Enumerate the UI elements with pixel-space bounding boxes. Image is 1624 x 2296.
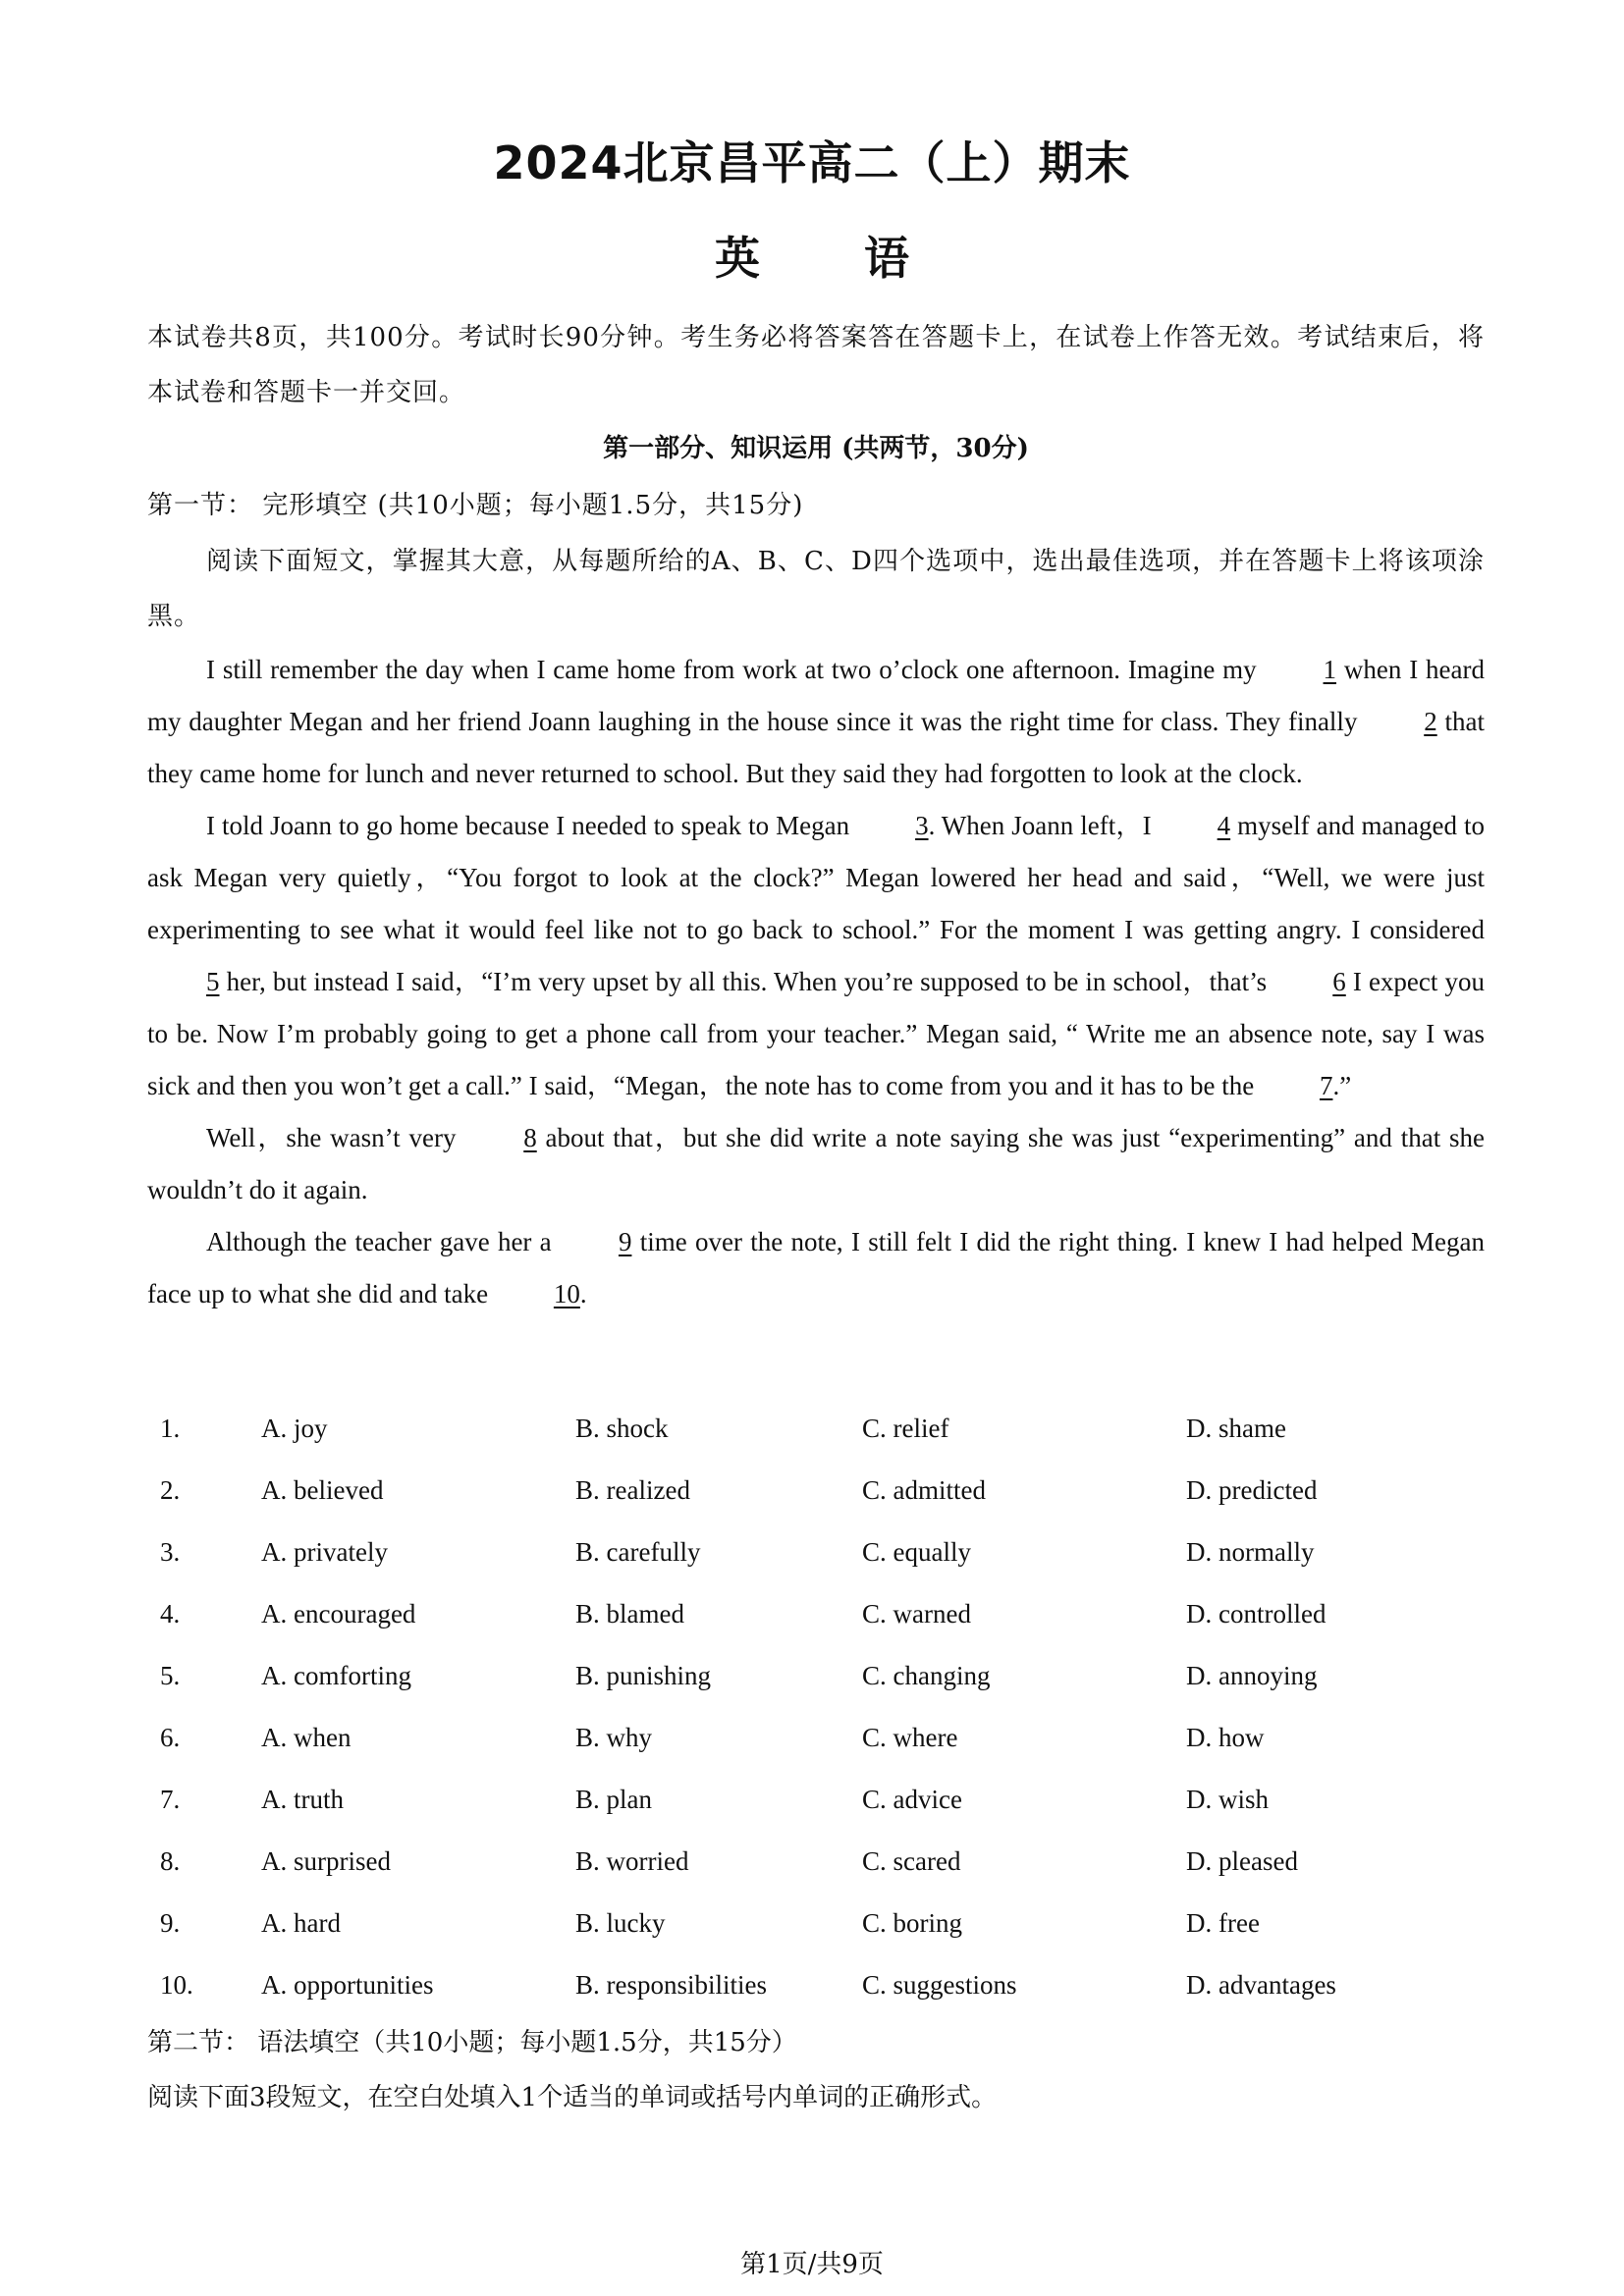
cloze-blank-5: 5: [206, 967, 220, 996]
passage-text: .”: [1332, 1071, 1352, 1100]
option-d: D. pleased: [1186, 1846, 1298, 1876]
passage-text: I told Joann to go home because I needed to speak to Megan: [206, 811, 857, 840]
option-a: A. surprised: [261, 1846, 391, 1876]
option-row: [147, 1599, 1485, 1661]
option-a: A. believed: [261, 1475, 384, 1505]
cloze-blank-10: 10: [553, 1279, 580, 1308]
option-d: D. controlled: [1186, 1599, 1326, 1629]
option-d: D. normally: [1186, 1537, 1315, 1567]
option-row: [147, 1723, 1485, 1785]
cloze-blank-9: 9: [618, 1227, 632, 1256]
option-c: C. warned: [862, 1599, 971, 1629]
part1-heading: 第一部分、知识运用 (共两节，30分): [603, 434, 1029, 463]
option-a: A. opportunities: [261, 1970, 434, 2000]
section1-title: 第一节： 完形填空 (共10小题；每小题1.5分，共15分): [147, 491, 804, 520]
question-number: 5.: [160, 1661, 181, 1690]
question-number: 10.: [160, 1970, 193, 2000]
option-d: D. annoying: [1186, 1661, 1318, 1690]
option-row: [147, 1661, 1485, 1723]
passage-text: Well，she wasn’t very: [206, 1123, 465, 1152]
cloze-blank-4: 4: [1217, 811, 1231, 840]
exam-title: 2024北京昌平高二（上）期末: [493, 136, 1131, 189]
passage-paragraph: [147, 1216, 1485, 1320]
passage-text: I expect you to be. Now I’m probably going to get a phone call from your teacher.” Megan said, “ Write me an absence note, say I was sick and then you won’t get a call.” I said，“Megan，the note has to come from you and it has to be the: [147, 967, 1485, 1100]
option-b: B. shock: [575, 1414, 669, 1443]
option-a: A. privately: [261, 1537, 388, 1567]
option-a: A. when: [261, 1723, 352, 1752]
question-number: 8.: [160, 1846, 181, 1876]
option-d: D. how: [1186, 1723, 1265, 1752]
section2-directions: 阅读下面3段短文，在空白处填入1个适当的单词或括号内单词的正确形式。: [147, 2083, 998, 2112]
option-b: B. lucky: [575, 1908, 666, 1938]
passage-text: about that，but she did write a note saying she was just “experimenting” and that she wouldn’t do it again.: [147, 1123, 1485, 1204]
cloze-blank-8: 8: [523, 1123, 537, 1152]
exam-instructions: 本试卷共8页，共100分。考试时长90分钟。考生务必将答案答在答题卡上，在试卷上作答无效。考试结束后，将本试卷和答题卡一并交回。: [147, 323, 1485, 407]
passage-text: that they came home for lunch and never returned to school. But they said they had forgotten to look at the clock.: [147, 707, 1485, 788]
option-d: D. wish: [1186, 1785, 1270, 1814]
option-b: B. worried: [575, 1846, 689, 1876]
option-b: B. plan: [575, 1785, 652, 1814]
question-number: 7.: [160, 1785, 181, 1814]
option-a: A. hard: [261, 1908, 341, 1938]
option-a: A. joy: [261, 1414, 328, 1443]
option-row: [147, 1908, 1485, 1970]
option-a: A. truth: [261, 1785, 344, 1814]
question-number: 6.: [160, 1723, 181, 1752]
passage-text: myself and managed to ask Megan very quietly，“You forgot to look at the clock?” Megan lowered her head and said，“Well, we were just experimenting to see what it would feel like not to go back to school.” For the moment I was getting angry. I considered: [147, 811, 1485, 944]
option-c: C. boring: [862, 1908, 963, 1938]
cloze-options: [147, 1414, 1485, 2032]
option-b: B. why: [575, 1723, 653, 1752]
passage-text: I still remember the day when I came home from work at two o’clock one afternoon. Imagine my: [206, 655, 1265, 684]
question-number: 3.: [160, 1537, 181, 1567]
cloze-blank-3: 3: [915, 811, 929, 840]
option-row: [147, 1537, 1485, 1599]
exam-body: [147, 310, 1485, 1320]
passage-text: . When Joann left，I: [928, 811, 1159, 840]
page-number: 第1页/共9页: [740, 2250, 884, 2279]
option-d: D. free: [1186, 1908, 1260, 1938]
passage-paragraph: [147, 644, 1485, 800]
option-c: C. scared: [862, 1846, 961, 1876]
option-c: C. relief: [862, 1414, 949, 1443]
question-number: 4.: [160, 1599, 181, 1629]
section1-directions: 阅读下面短文，掌握其大意，从每题所给的A、B、C、D四个选项中，选出最佳选项，并在答题卡上将该项涂黑。: [147, 547, 1485, 631]
option-c: C. advice: [862, 1785, 962, 1814]
passage-text: Although the teacher gave her a: [206, 1227, 560, 1256]
option-row: [147, 1414, 1485, 1475]
option-c: C. suggestions: [862, 1970, 1017, 2000]
cloze-passage: [147, 644, 1485, 1320]
option-b: B. realized: [575, 1475, 690, 1505]
option-a: A. comforting: [261, 1661, 411, 1690]
cloze-blank-6: 6: [1332, 967, 1346, 996]
option-c: C. where: [862, 1723, 958, 1752]
option-d: D. predicted: [1186, 1475, 1318, 1505]
option-b: B. carefully: [575, 1537, 701, 1567]
passage-text: .: [579, 1279, 587, 1308]
question-number: 2.: [160, 1475, 181, 1505]
option-row: [147, 1846, 1485, 1908]
section2: [147, 2015, 1485, 2125]
passage-paragraph: [147, 800, 1485, 1112]
cloze-blank-2: 2: [1424, 707, 1437, 736]
question-number: 1.: [160, 1414, 181, 1443]
option-c: C. equally: [862, 1537, 971, 1567]
option-b: B. punishing: [575, 1661, 712, 1690]
section2-title: 第二节： 语法填空（共10小题；每小题1.5分，共15分）: [147, 2028, 797, 2057]
option-a: A. encouraged: [261, 1599, 416, 1629]
passage-text: her, but instead I said，“I’m very upset by all this. When you’re supposed to be in school，that’s: [219, 967, 1274, 996]
subject-title: 英 语: [714, 232, 909, 285]
option-b: B. blamed: [575, 1599, 684, 1629]
option-c: C. admitted: [862, 1475, 986, 1505]
option-d: D. advantages: [1186, 1970, 1336, 2000]
passage-text: time over the note, I still felt I did the right thing. I knew I had helped Megan face up to what she did and take: [147, 1227, 1485, 1308]
option-c: C. changing: [862, 1661, 991, 1690]
question-number: 9.: [160, 1908, 181, 1938]
cloze-blank-1: 1: [1323, 655, 1337, 684]
option-b: B. responsibilities: [575, 1970, 767, 2000]
cloze-blank-7: 7: [1319, 1071, 1333, 1100]
option-row: [147, 1475, 1485, 1537]
option-row: [147, 1785, 1485, 1846]
passage-paragraph: [147, 1112, 1485, 1216]
option-d: D. shame: [1186, 1414, 1286, 1443]
passage-text: when I heard my daughter Megan and her friend Joann laughing in the house since it was the right time for class. They finally: [147, 655, 1485, 736]
